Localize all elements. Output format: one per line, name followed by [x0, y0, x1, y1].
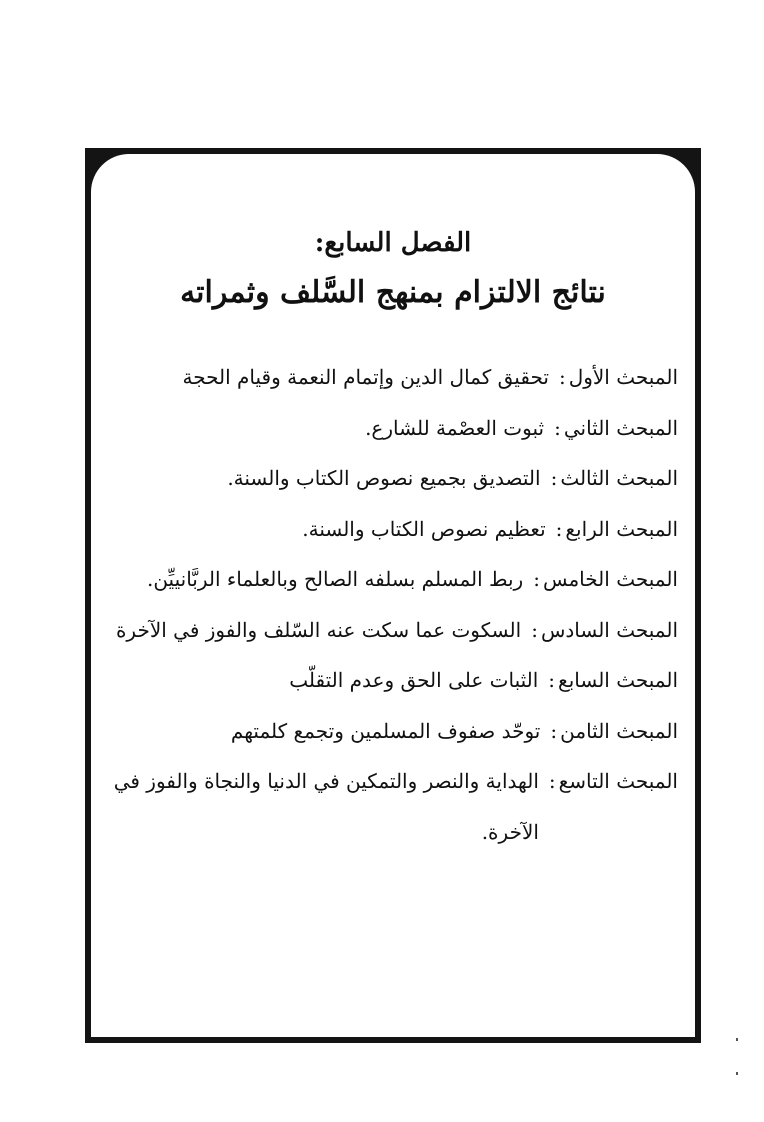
topic-separator: : — [533, 567, 540, 591]
topic-title: تحقيق كمال الدين وإتمام النعمة وقيام الحجة — [182, 365, 549, 389]
topic-title: ثبوت العصْمة للشارع. — [365, 415, 545, 440]
topic-separator: : — [548, 769, 556, 793]
chapter-heading: الفصل السابع: — [314, 228, 472, 258]
topic-title: تعظيم نصوص الكتاب والسنة. — [302, 516, 546, 541]
topic-item-6 — [103, 605, 678, 656]
topic-label: المبحث الرابع — [565, 516, 678, 541]
topic-separator: : — [558, 365, 566, 389]
topic-title: ربط المسلم بسلفه الصالح وبالعلماء الربَّانييِّن. — [146, 567, 524, 591]
chapter-subheading: نتائج الالتزام بمنهج السَّلف وثمراته — [180, 275, 606, 310]
topic-label: المبحث الثالث — [560, 466, 678, 490]
topic-item-3 — [103, 453, 678, 504]
chapter-header — [91, 230, 695, 308]
topic-label: المبحث الثامن — [560, 718, 678, 743]
scan-speck — [736, 1038, 738, 1041]
topic-item-7 — [103, 655, 678, 706]
topic-item-5 — [103, 554, 678, 605]
topic-title: توحّد صفوف المسلمين وتجمع كلمتهم — [230, 718, 541, 743]
scan-speck — [736, 1072, 738, 1075]
topic-label: المبحث الأول — [568, 365, 678, 389]
topic-separator: : — [554, 415, 561, 440]
topic-separator: : — [550, 718, 558, 743]
topic-item-1 — [103, 352, 678, 403]
topic-separator: : — [531, 617, 538, 642]
topic-item-2 — [103, 403, 678, 454]
topic-label: المبحث التاسع — [558, 769, 678, 793]
topic-label: المبحث الثاني — [563, 415, 678, 440]
topic-title: التصديق بجميع نصوص الكتاب والسنة. — [227, 466, 541, 490]
topic-label: المبحث السادس — [540, 617, 678, 642]
topic-item-4 — [103, 504, 678, 555]
topic-title: الثبات على الحق وعدم التقلّب — [289, 668, 539, 692]
topic-title: السكوت عما سكت عنه السّلف والفوز في الآخرة — [115, 617, 522, 642]
topic-separator: : — [550, 466, 558, 490]
topic-item-8 — [103, 706, 678, 757]
topic-title: الهداية والنصر والتمكين في الدنيا والنجاة والفوز في الآخرة. — [113, 769, 539, 844]
topic-label: المبحث الخامس — [542, 567, 678, 591]
topic-separator: : — [555, 516, 563, 541]
topic-item-9 — [103, 756, 678, 857]
topic-separator: : — [548, 668, 556, 692]
topic-label: المبحث السابع — [558, 668, 678, 692]
topics-list — [103, 352, 678, 857]
